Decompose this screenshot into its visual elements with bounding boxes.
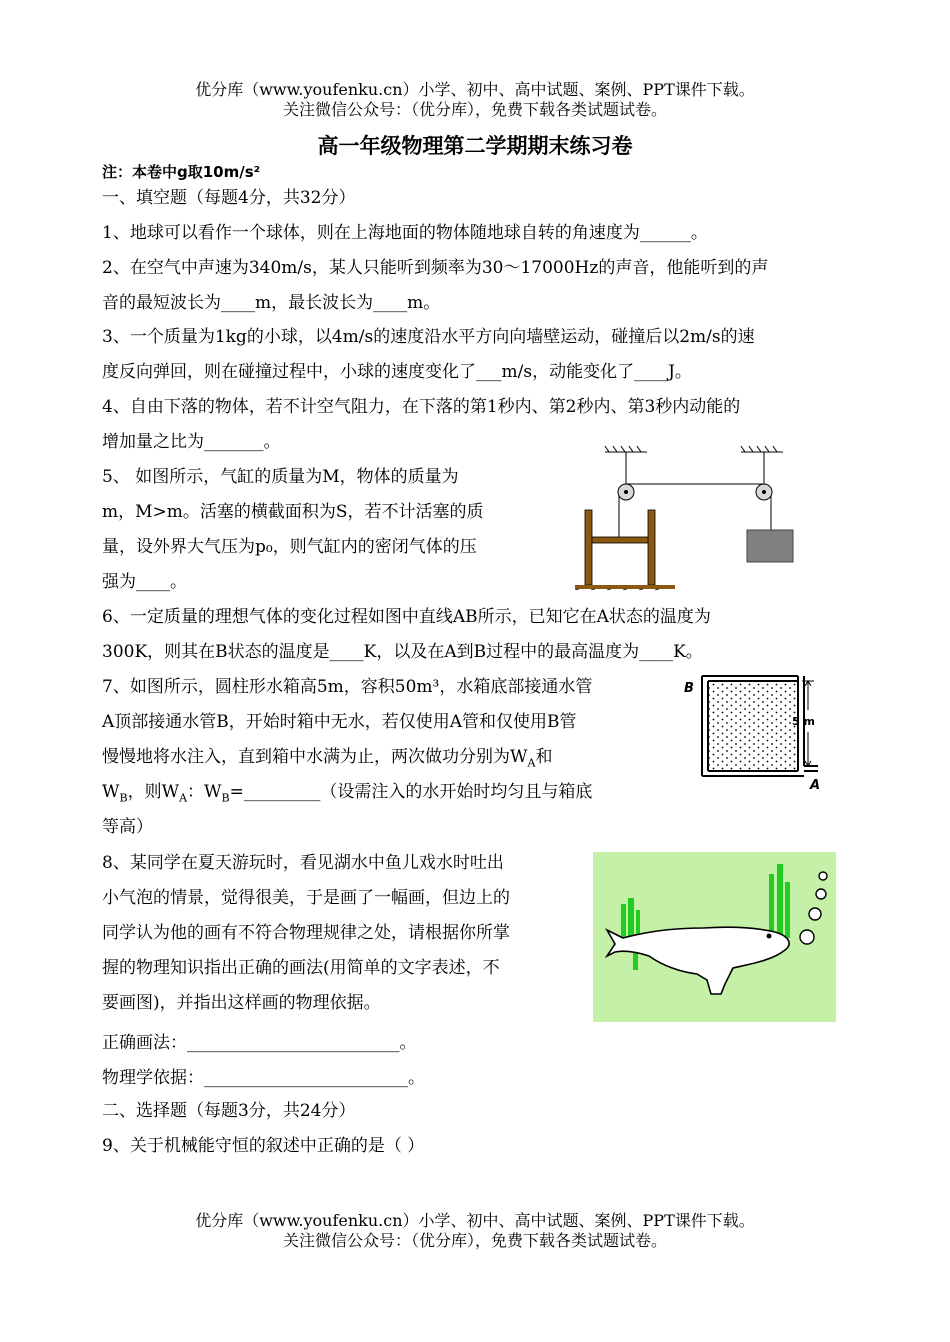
tank-label-a: A (810, 778, 821, 790)
question-5-line-4: 强为____。 (102, 572, 187, 592)
question-4-line-1: 4、自由下落的物体，若不计空气阻力，在下落的第1秒内、第2秒内、第3秒内动能的 (102, 397, 741, 417)
answer-correct-drawing: 正确画法：_________________________。 (102, 1033, 417, 1053)
fish-bubbles-figure (593, 852, 836, 1022)
cylinder-pulley-figure (565, 440, 835, 590)
question-6-line-1: 6、一定质量的理想气体的变化过程如图中直线AB所示，已知它在A状态的温度为 (102, 607, 711, 627)
header-line-2: 关注微信公众号：（优分库），免费下载各类试题试卷。 (282, 100, 667, 119)
question-2-line-1: 2、在空气中声速为340m/s，某人只能听到频率为30～17000Hz的声音，他能听到的声 (102, 258, 769, 278)
question-3-line-2: 度反向弹回，则在碰撞过程中，小球的速度变化了___m/s，动能变化了____J。 (102, 362, 692, 382)
section-2-heading: 二、选择题（每题3分，共24分） (102, 1101, 356, 1121)
question-7-line-1: 7、如图所示，圆柱形水箱高5m，容积50m³，水箱底部接通水管 (102, 677, 593, 697)
question-6-line-2: 300K，则其在B状态的温度是____K，以及在A到B过程中的最高温度为____K。 (102, 642, 703, 662)
footer-line-1: 优分库（www.youfenku.cn）小学、初中、高中试题、案例、PPT课件下载。 (195, 1211, 755, 1230)
water-tank-figure (680, 672, 830, 790)
question-2-line-2: 音的最短波长为____m，最长波长为____m。 (102, 293, 441, 313)
question-8-line-5: 要画图)，并指出这样画的物理依据。 (102, 993, 381, 1013)
page-title: 高一年级物理第二学期期末练习卷 (317, 134, 633, 158)
question-5-line-1: 5、 如图所示，气缸的质量为M，物体的质量为 (102, 467, 459, 487)
question-3-line-1: 3、一个质量为1kg的小球，以4m/s的速度沿水平方向向墙壁运动，碰撞后以2m/s的速 (102, 327, 755, 347)
footer-line-2: 关注微信公众号：（优分库），免费下载各类试题试卷。 (282, 1231, 667, 1250)
question-8-line-1: 8、某同学在夏天游玩时，看见湖水中鱼儿戏水时吐出 (102, 853, 504, 873)
question-8-line-3: 同学认为他的画有不符合物理规律之处，请根据你所掌 (102, 923, 510, 943)
header-line-1: 优分库（www.youfenku.cn）小学、初中、高中试题、案例、PPT课件下载。 (195, 80, 755, 99)
question-4-line-2: 增加量之比为_______。 (102, 432, 281, 452)
question-8-line-4: 握的物理知识指出正确的画法(用简单的文字表述，不 (102, 958, 500, 978)
tank-height-label: 5 m (792, 715, 815, 728)
answer-physics-basis: 物理学依据：________________________。 (102, 1068, 425, 1088)
question-9: 9、关于机械能守恒的叙述中正确的是（ ） (102, 1136, 425, 1156)
question-7-line-3: 慢慢地将水注入，直到箱中水满为止，两次做功分别为$W_A$和 (102, 747, 553, 770)
question-5-line-2: m，M>m。活塞的横截面积为S，若不计活塞的质 (102, 502, 484, 522)
tank-label-b: B (684, 681, 694, 696)
question-7-line-2: A顶部接通水管B，开始时箱中无水，若仅使用A管和仅使用B管 (102, 712, 577, 732)
question-5-line-3: 量，设外界大气压为p₀，则气缸内的密闭气体的压 (102, 537, 477, 557)
question-1: 1、地球可以看作一个球体，则在上海地面的物体随地球自转的角速度为______。 (102, 223, 708, 243)
question-7-line-4: $W_B$，则$W_A$：$W_B=\_\_\_\_\_\_\_\_\_$（设需注入的水开始时均匀且与箱底 (102, 782, 593, 805)
note: 注：本卷中g取10m/s² (102, 163, 261, 181)
question-7-line-5: 等高） (102, 817, 153, 837)
section-1-heading: 一、填空题（每题4分，共32分） (102, 188, 356, 208)
question-8-line-2: 小气泡的情景，觉得很美，于是画了一幅画，但边上的 (102, 888, 510, 908)
